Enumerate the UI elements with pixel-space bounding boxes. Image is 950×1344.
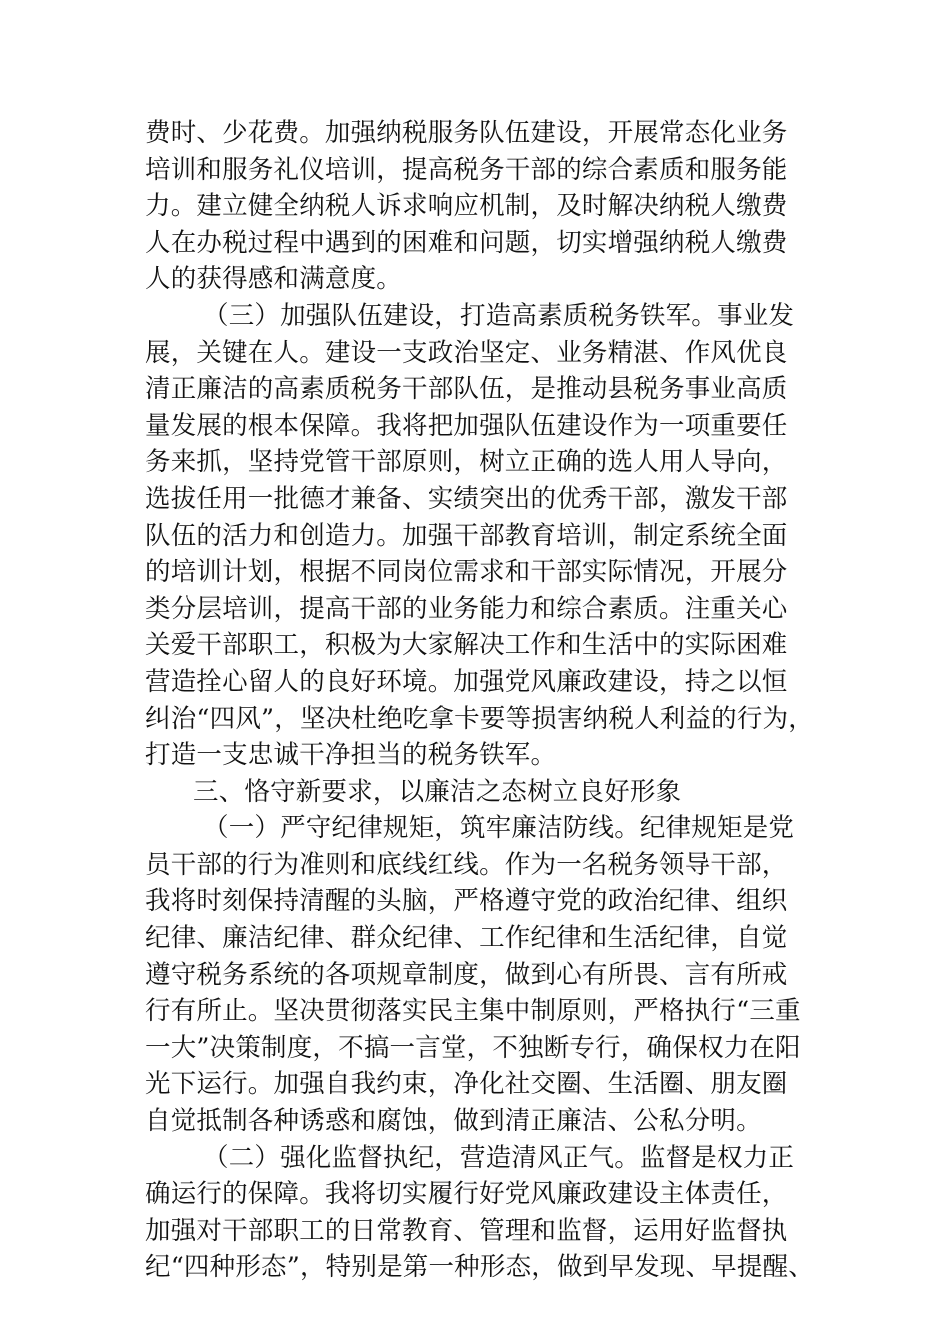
text-line: 的培训计划，根据不同岗位需求和干部实际情况，开展分 [145, 557, 788, 588]
text-line: 展，关键在人。建设一支政治坚定、业务精湛、作风优良 [145, 337, 788, 368]
text-line: 人的获得感和满意度。 [145, 264, 403, 295]
subsection-heading-one: （一）严守纪律规矩，筑牢廉洁防线。纪律规矩是党 [203, 813, 795, 844]
text-line: 确运行的保障。我将切实履行好党风廉政建设主体责任， [145, 1179, 788, 1210]
text-line: 培训和服务礼仪培训，提高税务干部的综合素质和服务能 [145, 154, 788, 185]
text-line: 费时、少花费。加强纳税服务队伍建设，开展常态化业务 [145, 118, 788, 148]
subsection-heading-two: （二）强化监督执纪，营造清风正气。监督是权力正 [203, 1142, 795, 1173]
text-line: 力。建立健全纳税人诉求响应机制，及时解决纳税人缴费 [145, 191, 788, 222]
text-line: 量发展的根本保障。我将把加强队伍建设作为一项重要任 [145, 410, 788, 441]
text-line: 纠治“四风”，坚决杜绝吃拿卡要等损害纳税人利益的行为， [145, 703, 814, 734]
document-body [145, 115, 814, 1286]
text-line: 我将时刻保持清醒的头脑，严格遵守党的政治纪律、组织 [145, 886, 788, 917]
section-heading-three: 三、恪守新要求，以廉洁之态树立良好形象 [193, 776, 682, 807]
text-line: 自觉抵制各种诱惑和腐蚀，做到清正廉洁、公私分明。 [145, 1106, 762, 1137]
text-line: 打造一支忠诚干净担当的税务铁军。 [145, 740, 557, 771]
text-line: 一大”决策制度，不搞一言堂，不独断专行，确保权力在阳 [145, 1032, 801, 1063]
text-line: 加强对干部职工的日常教育、管理和监督，运用好监督执 [145, 1215, 788, 1246]
text-line: 务来抓，坚持党管干部原则，树立正确的选人用人导向， [145, 447, 788, 478]
text-line: 清正廉洁的高素质税务干部队伍，是推动县税务事业高质 [145, 374, 788, 405]
text-line: 人在办税过程中遇到的困难和问题，切实增强纳税人缴费 [145, 227, 788, 258]
text-line: 营造拴心留人的良好环境。加强党风廉政建设，持之以恒 [145, 666, 788, 697]
text-line: 遵守税务系统的各项规章制度，做到心有所畏、言有所戒 [145, 959, 788, 990]
text-line: 队伍的活力和创造力。加强干部教育培训，制定系统全面 [145, 520, 788, 551]
text-line: 选拔任用一批德才兼备、实绩突出的优秀干部，激发干部 [145, 483, 788, 514]
text-line: 关爱干部职工，积极为大家解决工作和生活中的实际困难 [145, 630, 788, 661]
text-line: 类分层培训，提高干部的业务能力和综合素质。注重关心 [145, 593, 788, 624]
subsection-heading-three: （三）加强队伍建设，打造高素质税务铁军。事业发 [203, 300, 795, 331]
text-line: 员干部的行为准则和底线红线。作为一名税务领导干部， [145, 849, 788, 880]
text-line: 纪律、廉洁纪律、群众纪律、工作纪律和生活纪律，自觉 [145, 923, 788, 954]
text-line: 纪“四种形态”，特别是第一种形态，做到早发现、早提醒、 [145, 1252, 814, 1283]
text-line: 行有所止。坚决贯彻落实民主集中制原则，严格执行“三重 [145, 996, 801, 1027]
text-line: 光下运行。加强自我约束，净化社交圈、生活圈、朋友圈 [145, 1069, 788, 1100]
